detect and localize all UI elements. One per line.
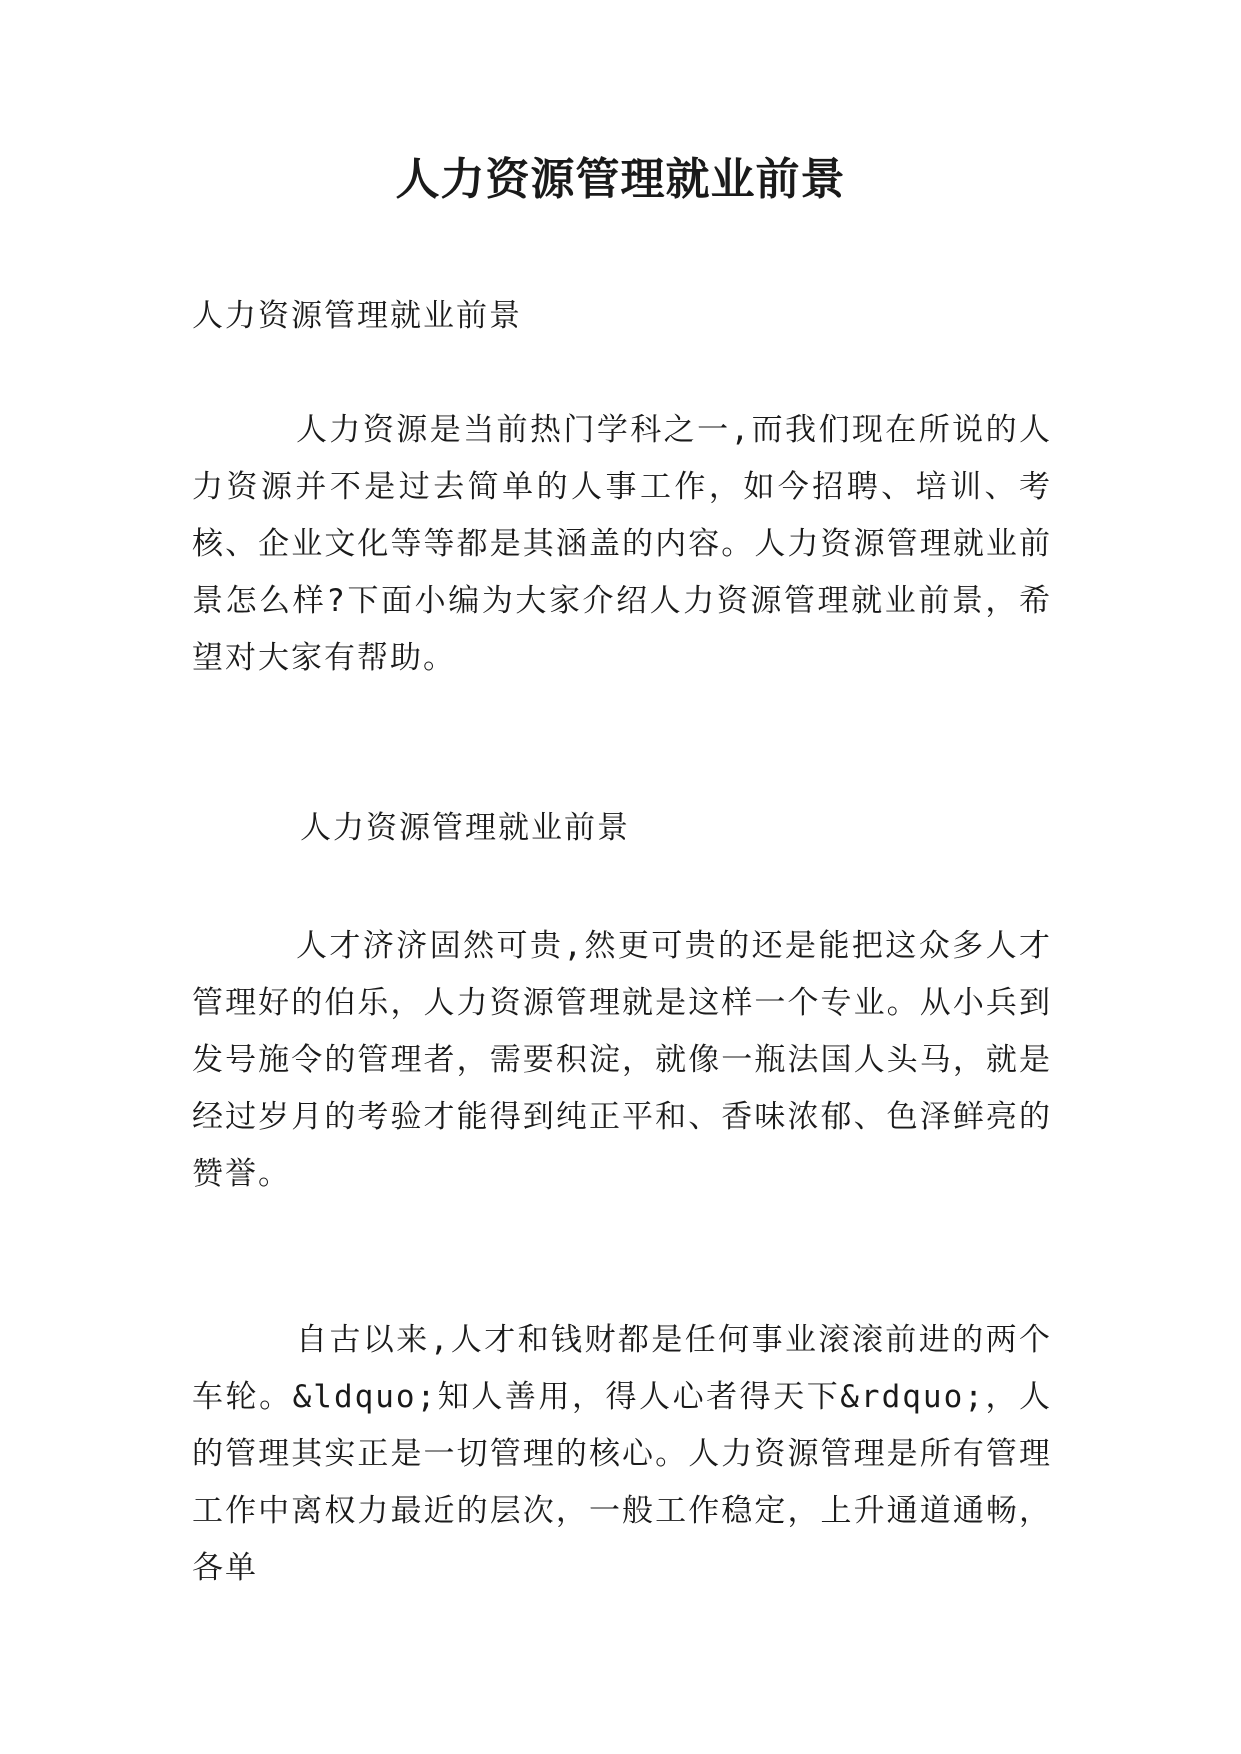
- section-heading: 人力资源管理就业前景: [300, 810, 630, 846]
- section-subtitle: 人力资源管理就业前景: [192, 298, 522, 334]
- body-paragraph: 人才济济固然可贵,然更可贵的还是能把这众多人才管理好的伯乐，人力资源管理就是这样一个专业。从小兵到发号施令的管理者，需要积淀，就像一瓶法国人头马，就是经过岁月的考验才能得到纯正平和、香味浓郁、色泽鲜亮的赞誉。: [192, 928, 1052, 1192]
- body-paragraph: 人力资源是当前热门学科之一,而我们现在所说的人力资源并不是过去简单的人事工作，如今招聘、培训、考核、企业文化等等都是其涵盖的内容。人力资源管理就业前景怎么样?下面小编为大家介绍人力资源管理就业前景，希望对大家有帮助。: [192, 412, 1052, 676]
- document-title: 人力资源管理就业前景: [395, 154, 846, 205]
- body-paragraph: 自古以来,人才和钱财都是任何事业滚滚前进的两个车轮。&ldquo;知人善用，得人心者得天下&rdquo;，人的管理其实正是一切管理的核心。人力资源管理是所有管理工作中离权力最近的层次，一般工作稳定，上升通道通畅，各单: [192, 1322, 1052, 1586]
